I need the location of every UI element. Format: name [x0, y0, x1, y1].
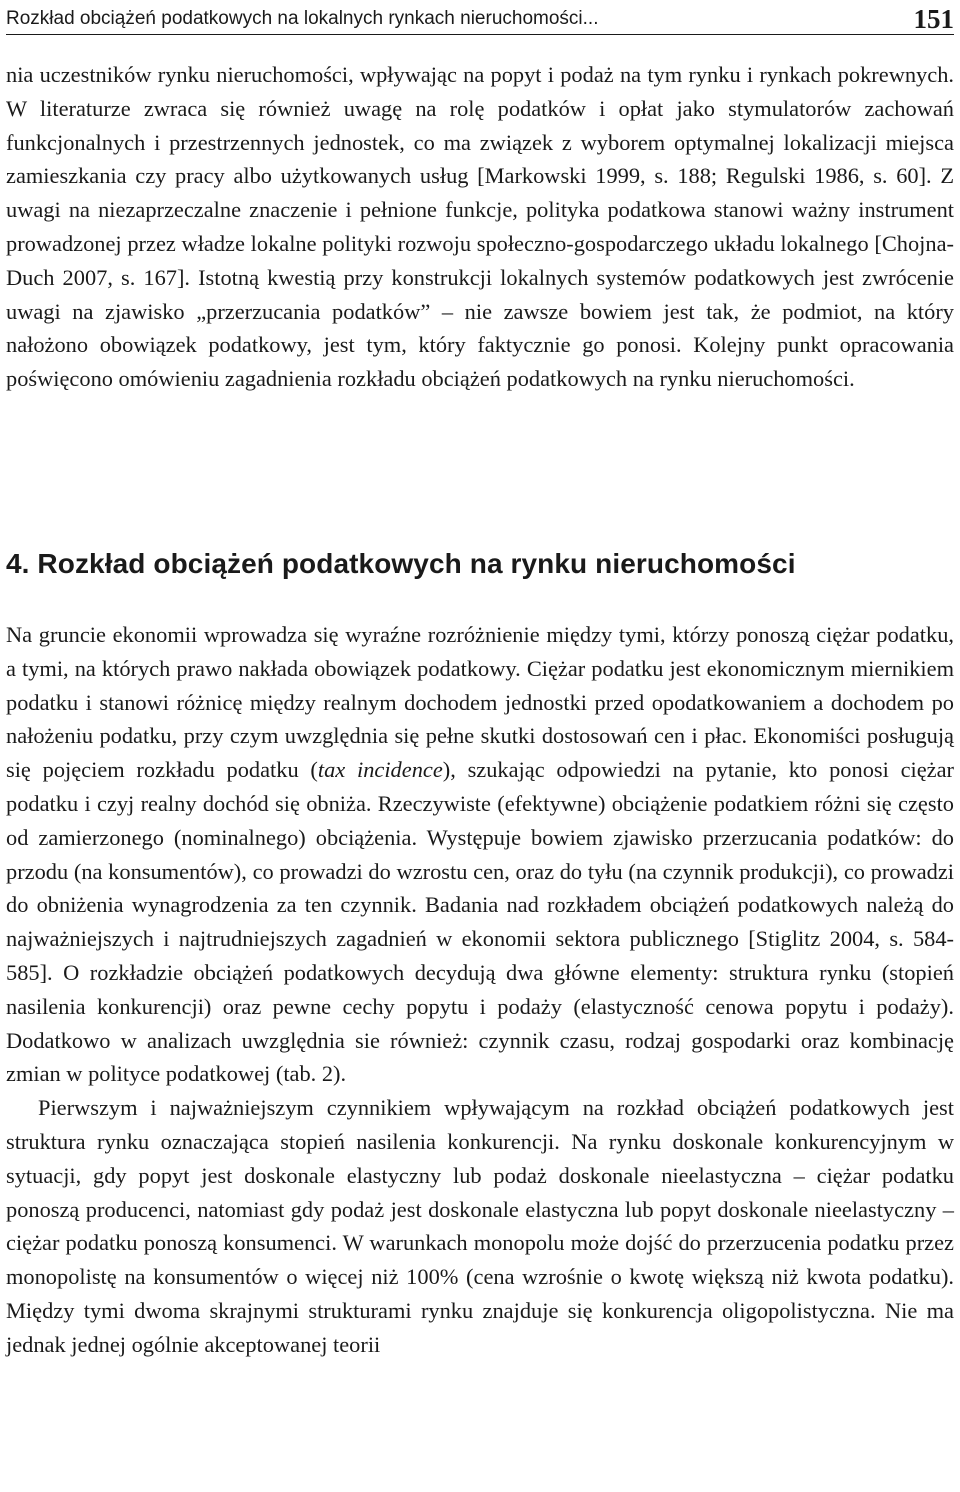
running-header [6, 0, 954, 35]
paragraph-1-part-b: ), szukając odpowiedzi na pytanie, kto ponosi ciężar podatku i czyj realny dochód się obniża. Rzeczywiste (efektywne) obciążenie podatkiem różni się często od zamierzonego (nominalnego) obciążenia. Występuje bowiem zjawisko przerzucania podatków: do przodu (na konsumentów), co prowadzi do wzrostu cen, oraz do tyłu (na czynnik produkcji), co prowadzi do obniżenia wynagrodzenia za ten czynnik. Badania nad rozkładem obciążeń podatkowych należą do najważniejszych i najtrudniejszych zagadnień w ekonomii sektora publicznego [Stiglitz 2004, s. 584-585]. O rozkładzie obciążeń podatkowych decydują dwa główne elementy: struktura rynku (stopień nasilenia konkurencji) oraz pewne cechy popytu i podaży (elastyczność cenowa popytu i podaży). Dodatkowo w analizach uwzględnia sie również: czynnik czasu, rodzaj gospodarki oraz kombinację zmian w polityce podatkowej (tab. 2). [6, 757, 955, 1087]
intro-paragraph: nia uczestników rynku nieruchomości, wpływając na popyt i podaż na tym rynku i rynkach pokrewnych. W literaturze zwraca się również uwagę na rolę podatków i opłat jako stymulatorów zachowań funkcjonalnych i przestrzennych jednostek, co ma związek z wyborem optymalnej lokalizacji miejsca zamieszkania czy pracy albo użytkowanych usług [Markowski 1999, s. 188; Regulski 1986, s. 60]. Z uwagi na niezaprzeczalne znaczenie i pełnione funkcje, polityka podatkowa stanowi ważny instrument prowadzonej przez władze lokalne polityki rozwoju społeczno-gospodarczego układu lokalnego [Chojna-Duch 2007, s. 167]. Istotną kwestią przy konstrukcji lokalnych systemów podatkowych jest zwrócenie uwagi na zjawisko „przerzucania podatków” – nie zawsze bowiem jest tak, że podmiot, na który nałożono obowiązek podatkowy, jest tym, który faktycznie go ponosi. Kolejny punkt opracowania poświęcono omówieniu zagadnienia rozkładu obciążeń podatkowych na rynku nieruchomości. [6, 62, 954, 392]
paragraph-1-part-a: Na gruncie ekonomii wprowadza się wyraźne rozróżnienie między tymi, którzy ponoszą ciężar podatku, a tymi, na których prawo nakłada obowiązek podatkowy. Ciężar podatku jest ekonomicznym miernikiem podatku i stanowi różnicę między realnym dochodem jednostki przed opodatkowaniem a dochodem po nałożeniu podatku, przy czym uwzględnia się pełne skutki dostosowań cen i płac. Ekonomiści posługują się pojęciem rozkładu podatku ( [6, 622, 954, 783]
section-text-block [6, 618, 954, 1362]
intro-text-block [6, 58, 954, 396]
section-paragraph-1 [6, 618, 954, 1091]
section-heading: 4. Rozkład obciążeń podatkowych na rynku nieruchomości [6, 548, 796, 579]
section-paragraph-2: Pierwszym i najważniejszym czynnikiem wpływającym na rozkład obciążeń podatkowych jest struktura rynku oznaczająca stopień nasilenia konkurencji. Na rynku doskonale konkurencyjnym w sytuacji, gdy popyt jest doskonale elastyczny lub podaż doskonale nieelastyczna – ciężar podatku ponoszą producenci, natomiast gdy podaż jest doskonale elastyczna lub popyt doskonale nieelastyczny – ciężar podatku ponoszą konsumenci. W warunkach monopolu może dojść do przerzucenia podatku przez monopolistę na konsumentów o więcej niż 100% (cena wzrośnie o kwotę większą niż kwota podatku). Między tymi dwoma skrajnymi strukturami rynku znajduje się konkurencja oligopolistyczna. Nie ma jednak jednej ogólnie akceptowanej teorii [6, 1095, 954, 1357]
running-title: Rozkład obciążeń podatkowych na lokalnych rynkach nieruchomości... [6, 8, 599, 29]
page-number: 151 [913, 4, 954, 34]
tax-incidence-term: tax incidence [317, 757, 443, 783]
